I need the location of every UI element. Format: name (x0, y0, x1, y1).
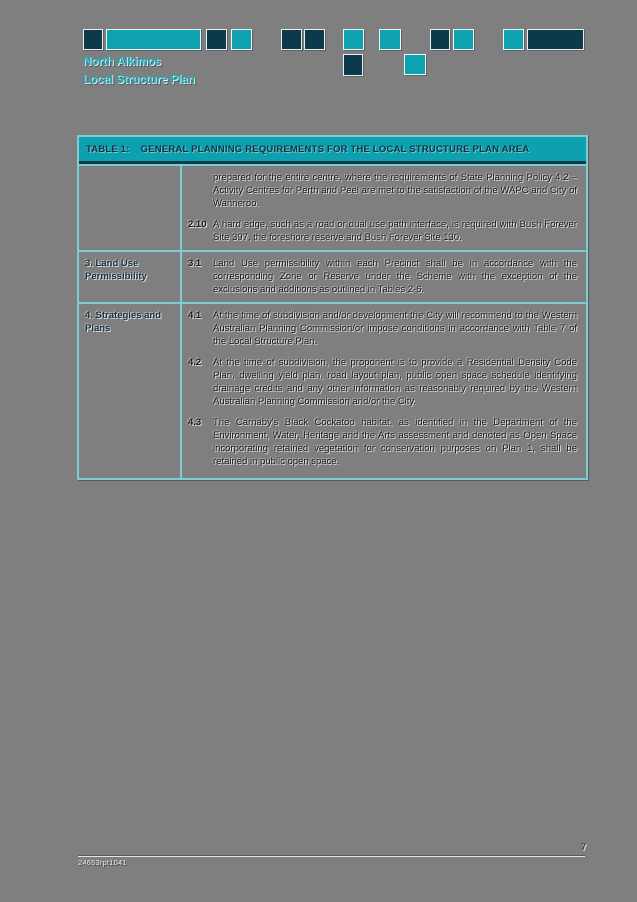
requirement-text: At the time of subdivision and/or development the City will recommend to the Western Australian Planning Commission/or impose conditions in accordance with Table 7 of the Local Structure Plan. (213, 310, 577, 347)
logo-square-icon (106, 29, 201, 50)
requirement-number: 4.3 (188, 417, 202, 428)
footer-divider (78, 855, 585, 856)
document-title-line1: North Alkimos (83, 56, 162, 68)
document-reference: 24653rpt1041 (78, 858, 127, 867)
logo-square-icon (404, 54, 426, 75)
table-caption (79, 137, 586, 164)
table-row (79, 302, 586, 478)
logo-square-icon (379, 29, 401, 50)
requirement-item (182, 309, 581, 348)
planning-requirements-table (77, 135, 588, 480)
items-cell (182, 252, 586, 302)
table-caption-title: GENERAL PLANNING REQUIREMENTS FOR THE LOCAL STRUCTURE PLAN AREA (140, 144, 530, 155)
requirement-item (182, 356, 581, 408)
logo-square-icon (343, 54, 363, 76)
requirement-number: 4.2 (188, 357, 202, 368)
requirement-number (182, 171, 213, 210)
logo-square-icon (430, 29, 450, 50)
category-cell (79, 166, 182, 250)
requirement-item (182, 171, 581, 210)
category-cell: 4. Strategies and Plans (79, 304, 182, 478)
requirement-text: A hard edge, such as a road or dual use path interface, is required with Bush Forever Site 397, the foreshore reserve and Bush Forever Site 130. (213, 219, 577, 243)
requirement-number: 2.10 (188, 219, 207, 230)
requirement-text: prepared for the entire centre, where the requirements of State Planning Policy 4.2 – Activity Centres for Perth and Peel are met to the satisfaction of the WAPC and City of Wanneroo. (213, 172, 577, 209)
requirement-item (182, 416, 581, 468)
logo-square-icon (83, 29, 103, 50)
document-title (83, 53, 195, 89)
items-cell (182, 166, 586, 250)
category-cell: 3. Land Use Permissibility (79, 252, 182, 302)
logo-square-icon (304, 29, 325, 50)
requirement-item (182, 257, 581, 296)
requirement-item (182, 218, 581, 244)
logo-square-icon (343, 29, 364, 50)
table-caption-label: TABLE 1: (86, 144, 130, 155)
items-cell (182, 304, 586, 478)
logo-square-icon (281, 29, 302, 50)
requirement-text: Land Use permissibility within each Precinct shall be in accordance with the corresponding Zone or Reserve under the Scheme with the exception of the exclusions and additions as outlined in Tables 2-6. (213, 258, 577, 295)
logo-square-icon (453, 29, 474, 50)
logo-square-icon (231, 29, 252, 50)
requirement-text: The Carnaby's Black Cockatoo habitat, as identified in the Department of the Environment, Water, Heritage and the Arts assessment and denoted as Open Space incorporating retained vegetation for conservation purposes on Plan 1, shall be retained in public open space. (213, 417, 577, 467)
document-title-line2: Local Structure Plan (83, 74, 195, 86)
page-number: 7 (580, 842, 586, 852)
logo-square-icon (206, 29, 227, 50)
table-row (79, 250, 586, 302)
logo-square-icon (503, 29, 524, 50)
logo-square-icon (527, 29, 584, 50)
requirement-number: 4.1 (188, 310, 202, 321)
requirement-number: 3.1 (188, 258, 202, 269)
table-row (79, 164, 586, 250)
requirement-text: At the time of subdivision, the proponent is to provide a Residential Density Code Plan, dwelling yield plan, road layout plan, public open space schedule identifying drainage credits and any other information as reasonably required by the Western Australian Planning Commission and/or the City. (213, 357, 577, 407)
